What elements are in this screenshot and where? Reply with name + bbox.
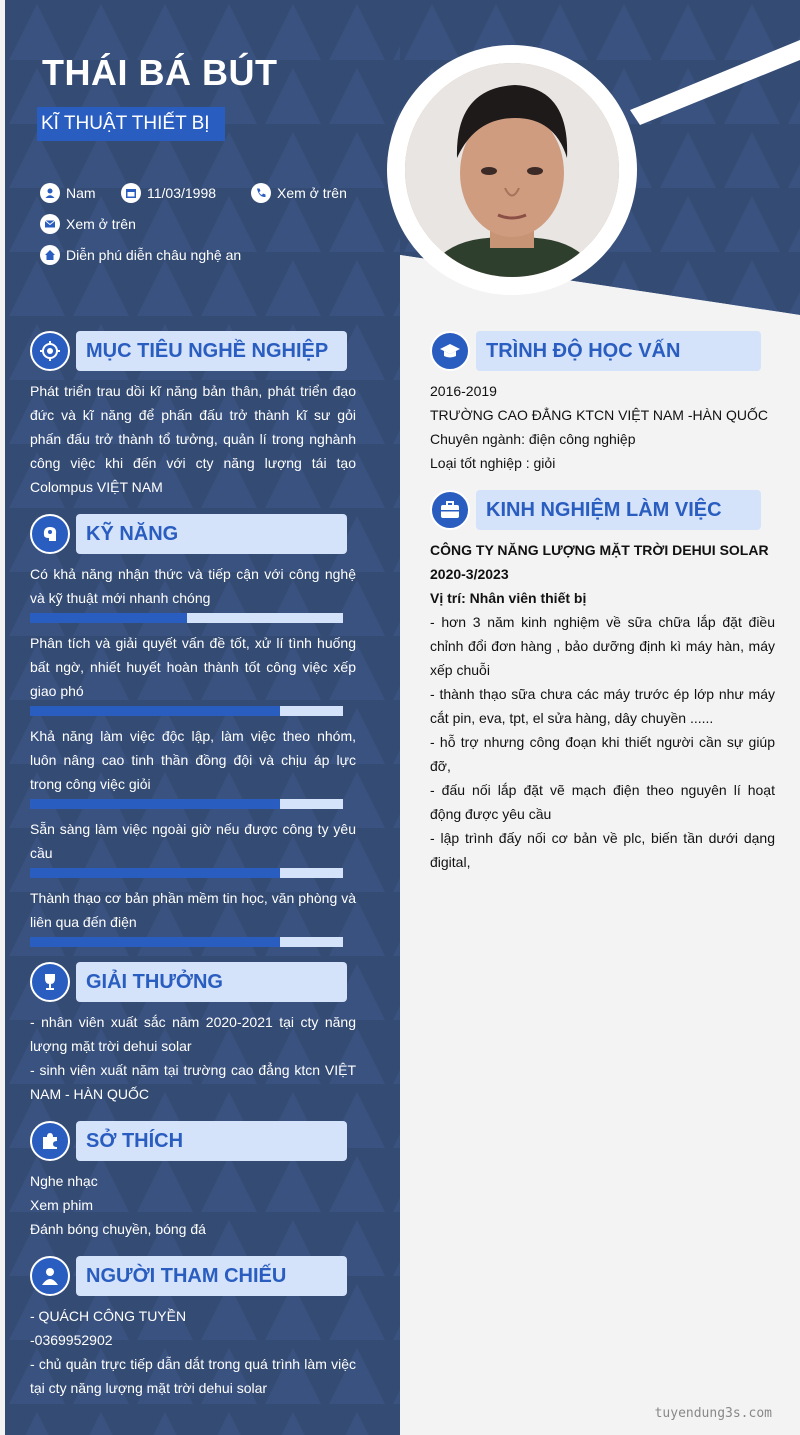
watermark: tuyendung3s.com: [654, 1406, 772, 1421]
references-title: NGƯỜI THAM CHIẾU: [86, 1265, 287, 1287]
gender-text: Nam: [66, 185, 96, 201]
job-title: KĨ THUẬT THIẾT BỊ: [37, 107, 225, 141]
skill-level-bar: [30, 613, 343, 623]
references-list: [30, 1304, 356, 1400]
skill-level-bar: [30, 937, 343, 947]
experience-duty: - hỗ trợ nhưng công đoạn khi thiết người cần sự giúp đỡ,: [430, 734, 775, 774]
education-period: 2016-2019: [430, 383, 497, 399]
gender-info: [40, 183, 96, 203]
candidate-name: THÁI BÁ BÚT: [42, 52, 278, 93]
briefcase-icon: [430, 490, 470, 530]
address-info: [40, 245, 241, 265]
experience-duty: - thành thạo sữa chưa các máy trước ép lớp như máy cắt pin, eva, tpt, el sửa hàng, dây chuyền ......: [430, 686, 775, 726]
skill-text: Thành thạo cơ bản phần mềm tin học, văn phòng và liên qua đến điện: [30, 890, 356, 930]
awards-list: [30, 1010, 356, 1106]
skill-level-bar: [30, 706, 343, 716]
birthdate-info: [121, 183, 216, 203]
home-icon: [40, 245, 60, 265]
birthdate-text: 11/03/1998: [147, 185, 217, 201]
education-details: [430, 379, 775, 475]
phone-text: Xem ở trên: [277, 185, 347, 201]
skills-title: KỸ NĂNG: [86, 523, 179, 545]
phone-icon: [251, 183, 271, 203]
user-icon: [40, 183, 60, 203]
skill-text: Khả năng làm việc độc lập, làm việc theo nhóm, luôn nâng cao tinh thần đồng đội và chịu áp lực trong công việc giỏi: [30, 728, 356, 792]
objective-text: Phát triển trau dồi kĩ năng bản thân, phát triển đạo đức và kĩ năng để phấn đấu trở thành kĩ sư gỏi phấn đấu trở thành tổ tưởng, quản lí trong nghành công việc khi đến với cty năng lượng tái tạo Colompus VIỆT NAM: [30, 383, 356, 495]
skill-text: Có khả năng nhận thức và tiếp cận với công nghệ và kỹ thuật mới nhanh chóng: [30, 566, 356, 606]
skill-text: Sẵn sàng làm việc ngoài giờ nếu được công ty yêu cầu: [30, 821, 356, 861]
person-icon: [30, 1256, 70, 1296]
experience-duty: - lập trình đấy nối cơ bản về plc, biến tần dưới dạng đigital,: [430, 830, 775, 870]
experience-duty: - đấu nối lắp đặt vẽ mạch điện theo nguyên lí hoạt động được yêu cầu: [430, 782, 775, 822]
envelope-icon: [40, 214, 60, 234]
reference-item: - QUÁCH CÔNG TUYỀN: [30, 1308, 187, 1324]
hobby-item: Xem phim: [30, 1197, 94, 1213]
calendar-icon: [121, 183, 141, 203]
experience-role: Vị trí: Nhân viên thiết bị: [430, 590, 587, 606]
hobbies-list: [30, 1169, 356, 1241]
objective-title: MỤC TIÊU NGHỀ NGHIỆP: [86, 340, 329, 362]
education-major: Chuyên ngành: điện công nghiệp: [430, 431, 636, 447]
hobbies-title: SỞ THÍCH: [86, 1130, 184, 1152]
experience-duty: - hơn 3 năm kinh nghiệm về sữa chữa lắp đặt điều chỉnh đổi đơn hàng , bảo dưỡng định kì máy hàn, máy xếp chuỗi: [430, 614, 775, 678]
awards-title: GIẢI THƯỞNG: [86, 971, 223, 993]
trophy-icon: [30, 962, 70, 1002]
address-text: Diễn phú diễn châu nghệ an: [66, 247, 242, 263]
award-item: - sinh viên xuất năm tại trường cao đẳng ktcn VIỆT NAM - HÀN QUỐC: [30, 1062, 356, 1102]
profile-photo: [405, 63, 619, 277]
experience-title: KINH NGHIỆM LÀM VIỆC: [486, 499, 722, 521]
graduation-cap-icon: [430, 331, 470, 371]
brain-icon: [30, 514, 70, 554]
experience-company: CÔNG TY NĂNG LƯỢNG MẶT TRỜI DEHUI SOLAR: [430, 542, 769, 558]
education-grade: Loại tốt nghiệp : giỏi: [430, 455, 556, 471]
skill-level-bar: [30, 799, 343, 809]
email-info: [40, 214, 136, 234]
skill-text: Phân tích và giải quyết vấn đề tốt, xử lí tình huống bất ngờ, nhiết huyết hoàn thành tốt công việc xếp giao phó: [30, 635, 356, 699]
hobby-item: Nghe nhạc: [30, 1173, 98, 1189]
education-school: TRƯỜNG CAO ĐẲNG KTCN VIỆT NAM -HÀN QUỐC: [430, 407, 768, 423]
reference-item: - chủ quản trực tiếp dẫn dắt trong quá trình làm việc tại cty năng lượng mặt trời dehui solar: [30, 1356, 356, 1396]
education-title: TRÌNH ĐỘ HỌC VẤN: [486, 340, 681, 362]
email-text: Xem ở trên: [66, 216, 136, 232]
experience-period: 2020-3/2023: [430, 566, 509, 582]
target-icon: [30, 331, 70, 371]
phone-info: [251, 183, 347, 203]
experience-details: [430, 538, 775, 874]
skill-level-bar: [30, 868, 343, 878]
reference-item: -0369952902: [30, 1332, 113, 1348]
award-item: - nhân viên xuất sắc năm 2020-2021 tại cty năng lượng mặt trời dehui solar: [30, 1014, 356, 1054]
hobby-item: Đánh bóng chuyền, bóng đá: [30, 1221, 206, 1237]
puzzle-icon: [30, 1121, 70, 1161]
